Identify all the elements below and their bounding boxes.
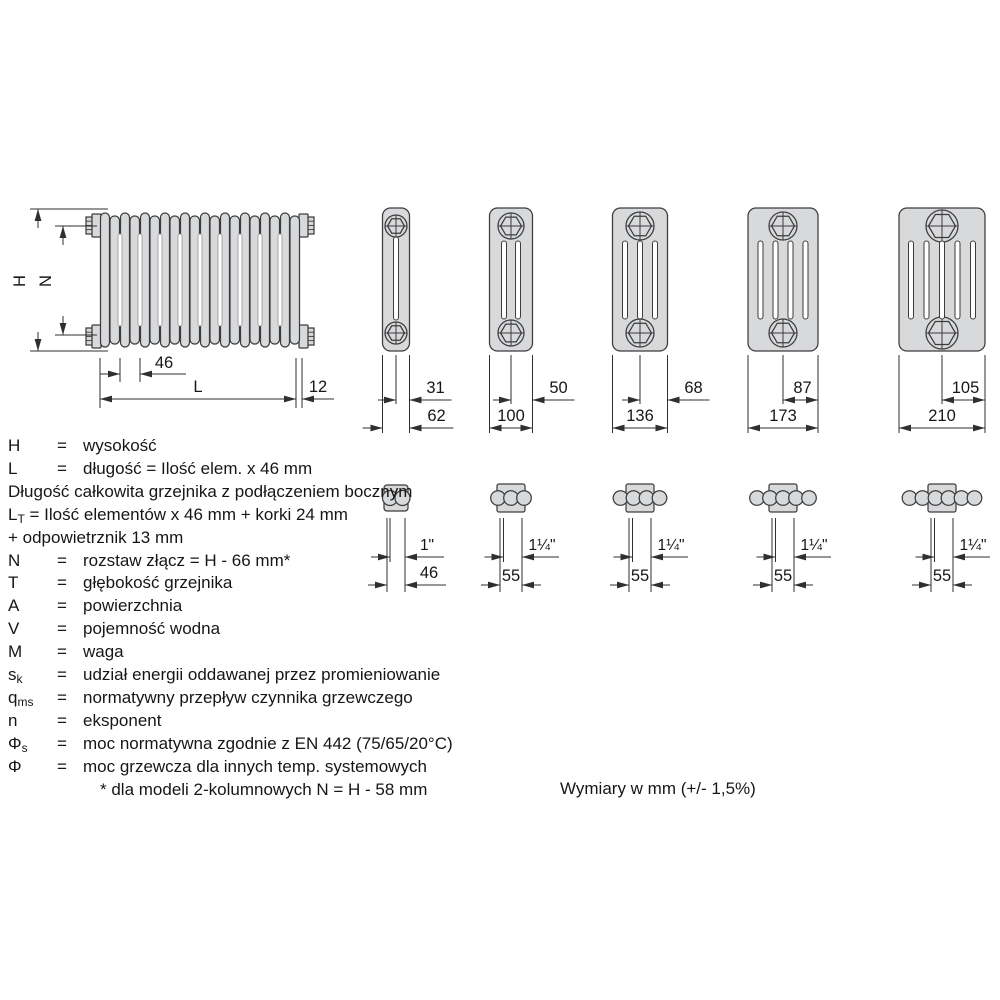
legend-symbol: $s_k$ (8, 665, 23, 687)
cross-section-6-col (899, 208, 985, 433)
legend-definition: powierzchnia (83, 596, 183, 616)
legend-text-row (8, 481, 468, 504)
legend-definition: moc normatywna zgodnie z EN 442 (75/65/20°C) (83, 733, 453, 753)
length-dimensions (100, 354, 334, 408)
dimension-label: 46 (419, 564, 439, 582)
dimension-label: 210 (928, 407, 956, 425)
cross-section-5-col (748, 208, 818, 433)
legend-equals: = (57, 642, 67, 662)
dimension-label: 55 (501, 567, 521, 585)
legend-equals: = (57, 458, 67, 478)
dimension-label: 31 (426, 379, 445, 397)
dimension-label: 87 (793, 379, 812, 397)
legend-symbol: $q_{ms}$ (8, 687, 34, 709)
legend-definition: waga (83, 642, 124, 662)
top-view-3-col (481, 484, 559, 592)
dimension-label: 1¼" (959, 537, 987, 554)
legend-row-T (8, 572, 468, 595)
dimension-label: 50 (549, 379, 568, 397)
legend-equals: = (57, 687, 67, 707)
dimension-label: 46 (154, 354, 174, 372)
legend-row-Φ (8, 756, 468, 779)
legend-equals: = (57, 436, 67, 455)
legend-definition: wysokość (83, 436, 157, 455)
cross-section-3-col (490, 208, 575, 433)
legend-definition: moc grzewcza dla innych temp. systemowych (83, 756, 427, 776)
legend-symbol: T (8, 573, 19, 593)
top-view-6-col (902, 484, 990, 592)
legend-equals: = (57, 573, 67, 593)
top-view-5-col (750, 484, 831, 592)
dimension-label: 1¼" (528, 537, 556, 554)
legend-row-n (8, 710, 468, 733)
legend-equals: = (57, 710, 67, 730)
dimension-label: 55 (773, 567, 793, 585)
legend-equals: = (57, 596, 67, 616)
legend-row-Φs (8, 733, 468, 756)
legend-symbol: H (8, 436, 21, 455)
legend-equals: = (57, 733, 67, 753)
legend-equals: = (57, 665, 67, 685)
legend-definition: głębokość grzejnika (83, 573, 233, 593)
cross-section-2-col (363, 208, 454, 433)
legend-row-N (8, 550, 468, 573)
legend-row-M (8, 641, 468, 664)
legend-symbol: A (8, 596, 20, 616)
legend-footnote (8, 779, 468, 802)
legend-equals: = (57, 756, 67, 776)
dimension-label: 100 (497, 407, 525, 425)
dimension-label: 62 (427, 407, 446, 425)
dimension-label: 173 (769, 407, 797, 425)
legend-definition: * dla modeli 2-kolumnowych N = H - 58 mm (100, 779, 428, 799)
top-view-4-col (610, 484, 688, 592)
legend-row-sk (8, 664, 468, 687)
legend-symbol: N (8, 550, 21, 570)
cross-section-4-col (613, 208, 710, 433)
legend-symbol: V (8, 619, 20, 639)
legend-symbol: M (8, 642, 23, 662)
dimension-label: 55 (932, 567, 952, 585)
legend-row-L (8, 458, 468, 481)
dimension-label: 68 (684, 379, 703, 397)
legend-equals: = (57, 550, 67, 570)
legend-row-LT: $L_T$ = Ilość elementów x 46 mm + korki 24 mm (8, 504, 348, 526)
dimension-label: 105 (951, 379, 980, 397)
legend-definition: Długość całkowita grzejnika z podłączeniem bocznym (8, 481, 413, 501)
legend-text-row (8, 527, 468, 550)
dimension-label: 1¼" (800, 537, 828, 554)
legend-row-qms (8, 687, 468, 710)
legend-equals: = (57, 619, 67, 639)
dimension-label: L (193, 378, 203, 396)
legend-symbol: L (8, 458, 18, 478)
legend-symbol: $\Phi_s$ (8, 733, 28, 755)
dimension-label: 12 (308, 378, 328, 396)
legend-row-V (8, 618, 468, 641)
legend-symbol: n (8, 710, 18, 730)
legend-definition: pojemność wodna (83, 619, 221, 639)
legend-row-A (8, 595, 468, 618)
legend-definition: długość = Ilość elem. x 46 mm (83, 458, 313, 478)
legend-definition: + odpowietrznik 13 mm (8, 527, 184, 547)
dimension-label: 55 (630, 567, 650, 585)
legend-symbol: $L_T$ (8, 504, 25, 526)
dimension-label: N (37, 275, 55, 287)
dimensions-note: Wymiary w mm (+/- 1,5%) (560, 779, 756, 798)
legend-definition: eksponent (83, 710, 162, 730)
dimension-label: 136 (626, 407, 654, 425)
dimension-label: 1¼" (657, 537, 685, 554)
legend-row-H (8, 435, 468, 458)
front-view-radiator (86, 213, 314, 348)
dimension-label: 1" (419, 537, 435, 554)
legend-definition: normatywny przepływ czynnika grzewczego (83, 687, 413, 707)
legend-definition: udział energii oddawanej przez promieniowanie (83, 665, 441, 685)
legend-definition: rozstaw złącz = H - 66 mm* (83, 550, 291, 570)
radiator-elements (101, 213, 300, 347)
symbol-legend (8, 435, 468, 802)
dimension-label: H (11, 275, 29, 287)
legend-symbol: Φ (8, 756, 22, 776)
